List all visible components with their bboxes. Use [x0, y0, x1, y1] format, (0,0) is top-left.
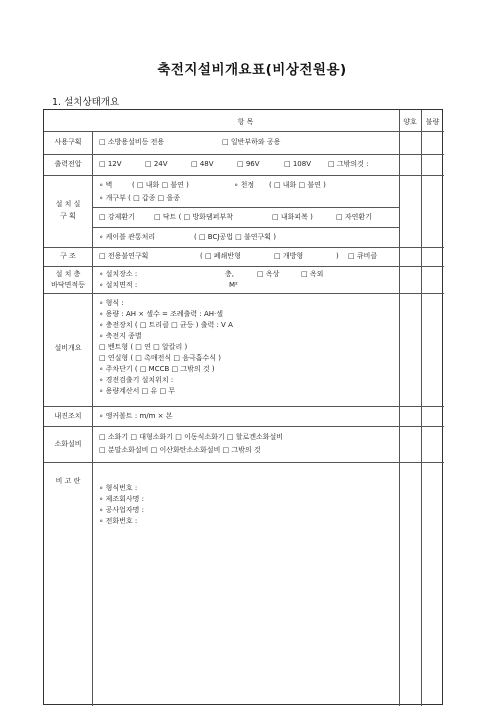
- grid-line: [44, 266, 444, 267]
- floor-option-rooftop: □ 옥상: [257, 270, 280, 278]
- grid-line: [44, 247, 444, 248]
- row-label-structure: 구 조: [60, 252, 76, 260]
- outline-line: ∘ 용량 : AH × 셀수 = 조례출력 : AH·셀: [99, 310, 224, 318]
- voltage-option-other: □ 그밖의것 :: [328, 160, 369, 168]
- header-item: 항 목: [237, 118, 254, 126]
- row-label-voltage: 출력전압: [54, 160, 82, 168]
- row-label-quake: 내진조치: [54, 412, 82, 420]
- grid-line: [44, 406, 444, 407]
- outline-line: ∘ 형식 :: [99, 299, 124, 307]
- wall-label: ∘ 벽: [99, 181, 113, 189]
- fire-line-2: □ 분말소화설비 □ 이산화탄소소화설비 □ 그밖의 것: [99, 446, 261, 454]
- row-label-remarks: 비 고 란: [55, 477, 81, 485]
- voltage-option-12v: □ 12V: [99, 160, 122, 168]
- opening-options: ∘ 개구부 ( □ 갑종 □ 을종: [99, 194, 181, 202]
- remarks-line: ∘ 형식번호 :: [99, 484, 138, 492]
- row-label-usage: 사용구획: [54, 138, 82, 146]
- row-label-outline: 설비개요: [54, 344, 82, 352]
- row-label-floor-2: 바닥면적등: [51, 281, 85, 289]
- cable-options: ( □ BCJ공법 □ 불연구획 ): [194, 233, 277, 241]
- wall-options: ( □ 내화 □ 불연 ): [132, 181, 189, 189]
- outline-line: ∘ 용량계산서 □ 유 □ 무: [99, 387, 176, 395]
- floor-area-unit: M²: [229, 281, 238, 289]
- anchor-bolt-line: ∘ 앵커볼트 : m/m × 본: [99, 412, 173, 420]
- floor-option-outdoor: □ 옥외: [301, 270, 324, 278]
- page-title: 축전지설비개요표(비상전원용): [157, 62, 347, 78]
- vent-forced: □ 강제환기: [99, 213, 135, 221]
- overview-table: [43, 109, 443, 705]
- ceiling-options: ( □ 내화 □ 불연 ): [269, 181, 326, 189]
- outline-line: ∘ 주차단기 ( □ MCCB □ 그밖의 것 ): [99, 365, 215, 373]
- voltage-option-96v: □ 96V: [237, 160, 260, 168]
- ceiling-label: ∘ 천정: [234, 181, 255, 189]
- outline-line: □ 연실형 ( □ 촉매전식 □ 음극흡수식 ): [99, 354, 222, 362]
- outline-line: ∘ 경전검출기 설치위치 :: [99, 376, 174, 384]
- structure-closed-panel: ( □ 폐쇄반형: [200, 252, 241, 260]
- outline-line: ∘ 충전장치 ( □ 트리클 □ 균등 ) 출력 : V A: [99, 321, 233, 329]
- grid-line: [92, 131, 93, 706]
- grid-line: [44, 293, 444, 294]
- grid-line: [44, 131, 444, 132]
- grid-line: [92, 207, 399, 208]
- voltage-option-24v: □ 24V: [145, 160, 168, 168]
- row-label-place-2: 구 획: [60, 212, 76, 220]
- usage-option-shared: □ 일반부하와 공용: [222, 138, 281, 146]
- structure-open-type: □ 개방형: [274, 252, 304, 260]
- structure-dedicated: □ 전용불연구획: [99, 252, 149, 260]
- usage-option-dedicated: □ 소방용설비등 전용: [99, 138, 165, 146]
- row-label-place-1: 설 치 실: [55, 200, 81, 208]
- outline-line: □ 벤트형 ( □ 연 □ 알칼리 ): [99, 343, 188, 351]
- voltage-option-108v: □ 108V: [284, 160, 311, 168]
- structure-paren: ): [336, 252, 339, 260]
- row-label-fire: 소화설비: [54, 440, 82, 448]
- floor-place-label: ∘ 설치장소 :: [99, 270, 138, 278]
- grid-line: [421, 110, 422, 706]
- grid-line: [92, 227, 399, 228]
- vent-fireproof-cover: □ 내화피복 ): [272, 213, 313, 221]
- floor-place-unit: 층,: [225, 270, 234, 278]
- header-bad: 불량: [425, 118, 440, 126]
- grid-line: [399, 110, 400, 706]
- outline-line: ∘ 축전지 종별: [99, 332, 142, 340]
- header-good: 양호: [403, 118, 417, 126]
- remarks-line: ∘ 전화번호 :: [99, 517, 138, 525]
- row-label-floor-1: 설 치 층: [55, 270, 81, 278]
- floor-area-label: ∘ 설치면적 :: [99, 281, 138, 289]
- structure-cubicle: □ 큐비클: [348, 252, 378, 260]
- vent-natural: □ 자연환기: [336, 213, 372, 221]
- fire-line-1: □ 소화기 □ 대형소화기 □ 이동식소화기 □ 할로겐소화설비: [99, 433, 284, 441]
- grid-line: [44, 175, 444, 176]
- vent-duct: □ 닥트 ( □ 방화댐퍼부착: [154, 213, 233, 221]
- grid-line: [44, 426, 444, 427]
- remarks-line: ∘ 공사업자명 :: [99, 506, 145, 514]
- grid-line: [44, 462, 444, 463]
- voltage-option-48v: □ 48V: [191, 160, 214, 168]
- grid-line: [44, 154, 444, 155]
- section-heading: 1. 설치상태개요: [52, 97, 120, 108]
- remarks-line: ∘ 제조회사명 :: [99, 495, 145, 503]
- cable-label: ∘ 케이블 관통처리: [99, 233, 156, 241]
